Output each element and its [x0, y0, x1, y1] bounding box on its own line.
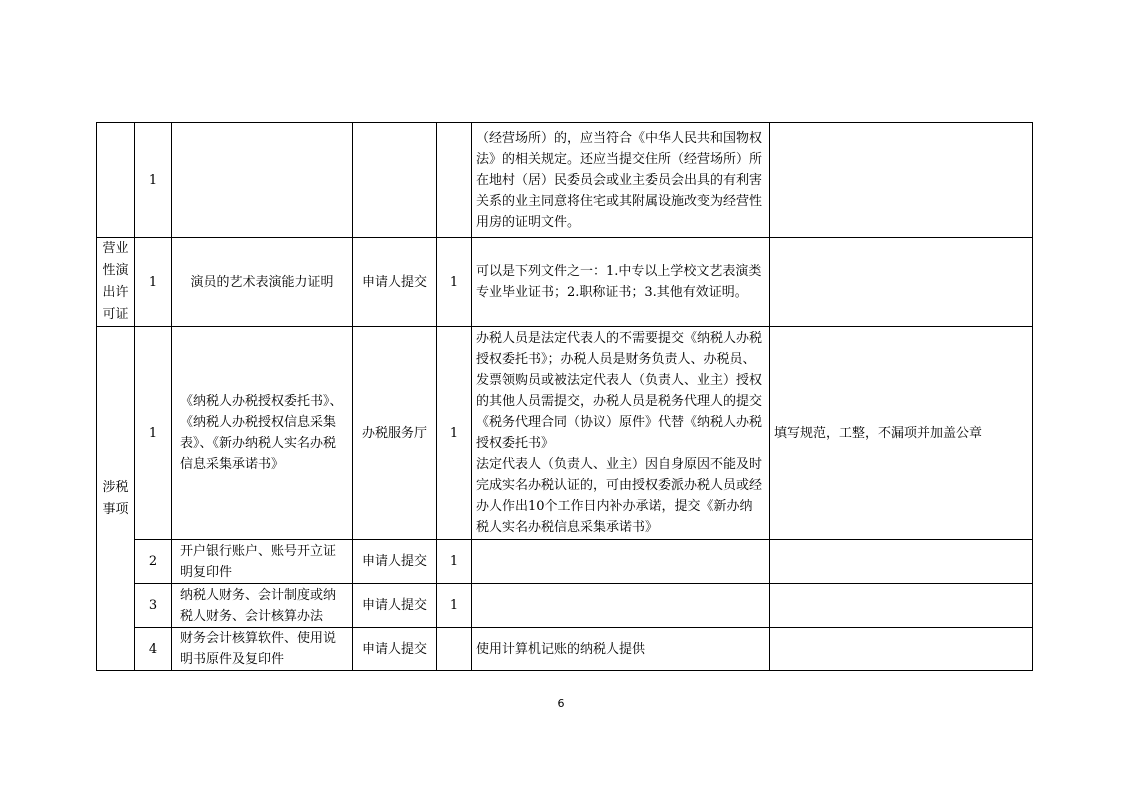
copies-cell: 1	[437, 584, 472, 628]
notes-cell	[770, 123, 1033, 238]
table-row	[97, 540, 1033, 584]
number-cell: 4	[135, 628, 172, 671]
table-row	[97, 327, 1033, 540]
copies-cell	[437, 123, 472, 238]
material-cell: 纳税人财务、会计制度或纳税人财务、会计核算办法	[172, 584, 353, 628]
number-cell: 3	[135, 584, 172, 628]
number-cell: 1	[135, 327, 172, 540]
notes-cell	[770, 238, 1033, 327]
requirements-cell	[472, 628, 770, 671]
requirements-text: 法定代表人（负责人、业主）因自身原因不能及时完成实名办税认证的，可由授权委派办税人员或经办人作出10个工作日内补办承诺，提交《新办纳税人实名办税信息采集承诺书》	[476, 457, 763, 535]
number-cell: 2	[135, 540, 172, 584]
copies-cell: 1	[437, 327, 472, 540]
number-cell: 1	[135, 123, 172, 238]
requirements-text: 使用计算机记账的纳税人提供	[476, 641, 646, 657]
material-cell: 《纳税人办税授权委托书》、《纳税人办税授权信息采集表》、《新办纳税人实名办税信息采集承诺书》	[172, 327, 353, 540]
requirements-table	[96, 122, 1033, 671]
source-cell: 办税服务厅	[353, 327, 437, 540]
material-cell: 演员的艺术表演能力证明	[172, 238, 353, 327]
copies-cell: 1	[437, 238, 472, 327]
requirements-text: 办税人员是法定代表人的不需要提交《纳税人办税授权委托书》；办税人员是财务负责人、办税员、发票领购员或被法定代表人（负责人、业主）授权的其他人员需提交，办税人员是税务代理人的提交《税务代理合同（协议）原件》代替《纳税人办税授权委托书》	[476, 331, 763, 451]
source-cell: 申请人提交	[353, 628, 437, 671]
source-cell	[353, 123, 437, 238]
notes-cell	[770, 540, 1033, 584]
category-cell: 涉税事项	[97, 327, 135, 671]
source-cell: 申请人提交	[353, 238, 437, 327]
requirements-cell	[472, 123, 770, 238]
source-cell: 申请人提交	[353, 540, 437, 584]
requirements-cell	[472, 540, 770, 584]
material-cell	[172, 123, 353, 238]
requirements-cell	[472, 584, 770, 628]
table-row	[97, 628, 1033, 671]
material-cell: 财务会计核算软件、使用说明书原件及复印件	[172, 628, 353, 671]
copies-cell	[437, 628, 472, 671]
table-row	[97, 123, 1033, 238]
requirements-cell	[472, 327, 770, 540]
table-row	[97, 584, 1033, 628]
material-cell: 开户银行账户、账号开立证明复印件	[172, 540, 353, 584]
notes-cell: 填写规范，工整，不漏项并加盖公章	[770, 327, 1033, 540]
notes-cell	[770, 584, 1033, 628]
copies-cell: 1	[437, 540, 472, 584]
table-row	[97, 238, 1033, 327]
category-cell: 营业性演出许可证	[97, 238, 135, 327]
requirements-text: （经营场所）的，应当符合《中华人民共和国物权法》的相关规定。还应当提交住所（经营场所）所在地村（居）民委员会或业主委员会出具的有利害关系的业主同意将住宅或其附属设施改变为经营性用房的证明文件。	[476, 130, 763, 230]
page-number: 6	[557, 697, 565, 710]
number-cell: 1	[135, 238, 172, 327]
requirements-text: 可以是下列文件之一：1.中专以上学校文艺表演类专业毕业证书；2.职称证书；3.其他有效证明。	[476, 264, 762, 300]
requirements-cell	[472, 238, 770, 327]
notes-cell	[770, 628, 1033, 671]
category-cell	[97, 123, 135, 238]
source-cell: 申请人提交	[353, 584, 437, 628]
